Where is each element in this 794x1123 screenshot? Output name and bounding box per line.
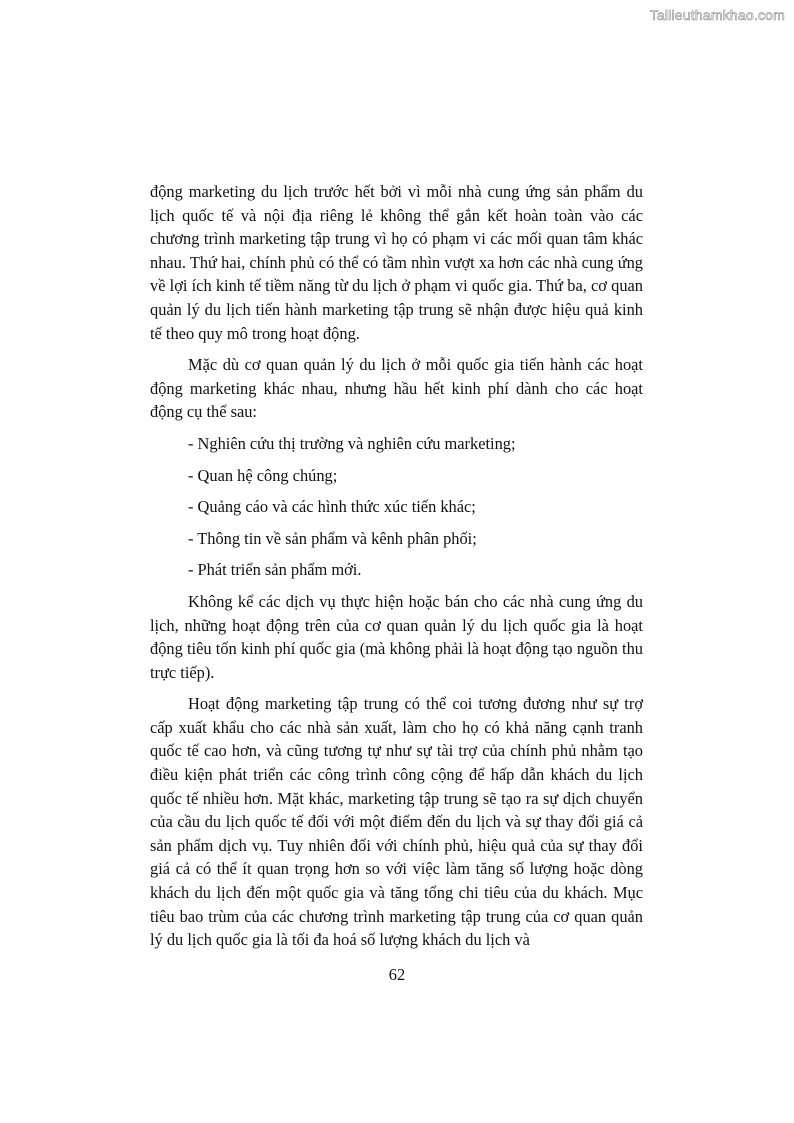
list-item-market-research: - Nghiên cứu thị trường và nghiên cứu marketing; [188, 433, 516, 453]
page-number: 62 [388, 965, 406, 984]
list-item-new-products: - Phát triển sản phẩm mới. [188, 560, 362, 580]
watermark-text: Tailieuthamkhao.com [649, 7, 785, 23]
paragraph-continued: động marketing du lịch trước hết bởi vì mỗi nhà cung ứng sản phẩm du lịch quốc tế và nội địa riêng lẻ không thể gắn kết hoàn toàn vào các chương trình marketing tập trung vì họ có phạm vi các mối quan tâm khác nhau. Thứ hai, chính phủ có thể có tầm nhìn vượt xa hơn các nhà cung ứng về lợi ích kinh tế tiềm năng từ du lịch ở phạm vi quốc gia. Thứ ba, cơ quan quản lý du lịch tiến hành marketing tập trung sẽ nhận được hiệu quả kinh tế theo quy mô trong hoạt động. [150, 182, 643, 343]
page-body [150, 180, 643, 960]
list-item-advertising: - Quảng cáo và các hình thức xúc tiến khác; [188, 497, 476, 517]
list-item-public-relations: - Quan hệ công chúng; [188, 465, 338, 485]
paragraph-central-marketing: Hoạt động marketing tập trung có thể coi tương đương như sự trợ cấp xuất khẩu cho các nhà sản xuất, làm cho họ có khả năng cạnh tranh quốc tế cao hơn, và cũng tương tự như sự tài trợ của chính phủ nhằm tạo điều kiện phát triển các công trình công cộng để hấp dẫn khách du lịch quốc tế nhiều hơn. Mặt khác, marketing tập trung sẽ tạo ra sự dịch chuyển của cầu du lịch quốc tế đối với một điểm đến du lịch và sự thay đổi giá cả sản phẩm dịch vụ. Tuy nhiên đối với chính phủ, hiệu quả của sự thay đổi giá cả có thể ít quan trọng hơn so với việc làm tăng số lượng hoặc dòng khách du lịch đến một quốc gia và tăng tổng chi tiêu của du khách. Mục tiêu bao trùm của các chương trình marketing tập trung của cơ quan quản lý du lịch quốc gia là tối đa hoá số lượng khách du lịch và [150, 694, 643, 950]
paragraph-funding: Không kể các dịch vụ thực hiện hoặc bán cho các nhà cung ứng du lịch, những hoạt động trên của cơ quan quản lý du lịch quốc gia là hoạt động tiêu tốn kinh phí quốc gia (mà không phải là hoạt động tạo nguồn thu trực tiếp). [150, 591, 643, 682]
list-item-product-info: - Thông tin về sản phẩm và kênh phân phối; [188, 528, 477, 548]
paragraph-activities-intro: Mặc dù cơ quan quản lý du lịch ở mỗi quốc gia tiến hành các hoạt động marketing khác nhau, nhưng hầu hết kinh phí dành cho các hoạt động cụ thể sau: [150, 355, 643, 422]
